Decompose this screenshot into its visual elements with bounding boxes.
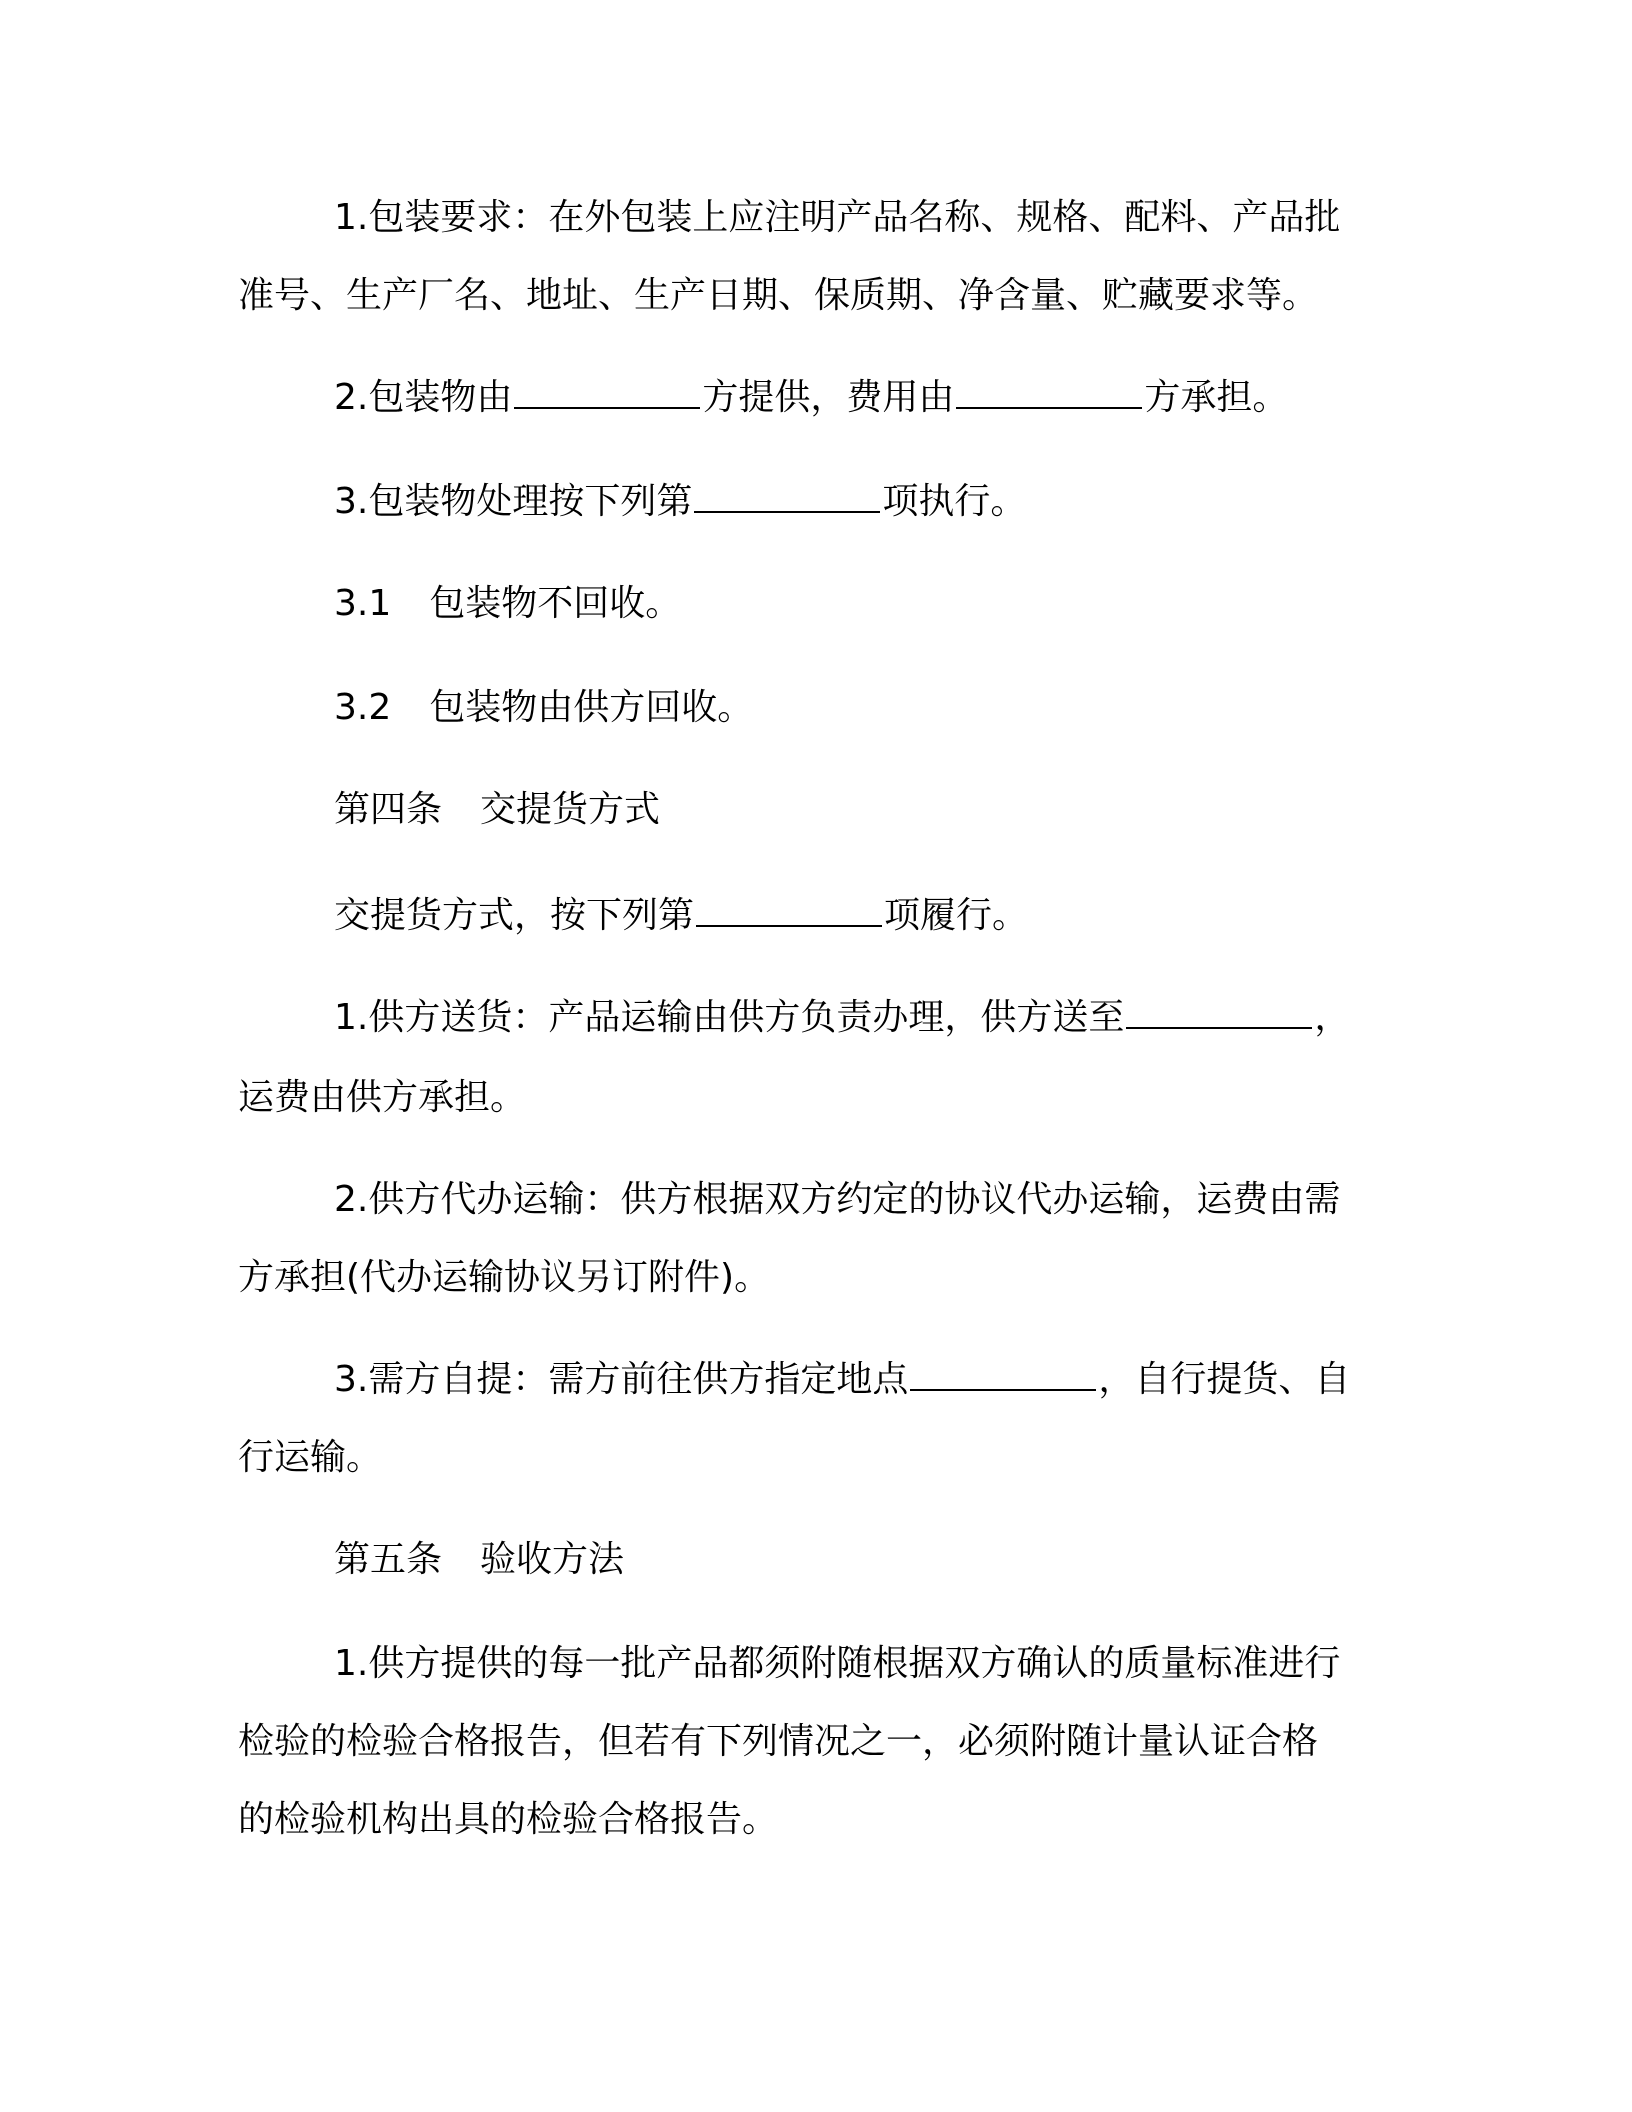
packaging-handling-blank <box>694 481 880 513</box>
option-3-1-number: 3.1 <box>334 583 392 624</box>
article-5-heading <box>334 1536 624 1584</box>
paragraph-packaging-handling <box>334 478 1026 526</box>
self-pickup-location-blank <box>910 1359 1096 1391</box>
paragraph-agent-transport-line2: 方承担(代办运输协议另订附件)。 <box>238 1257 771 1298</box>
self-pickup-text-a: 3.需方自提：需方前往供方指定地点 <box>334 1359 909 1400</box>
paragraph-inspection-line2: 检验的检验合格报告，但若有下列情况之一，必须附随计量认证合格 <box>238 1721 1319 1762</box>
article-4-heading <box>334 786 660 834</box>
paragraph-inspection-line3: 的检验机构出具的检验合格报告。 <box>238 1799 779 1840</box>
delivery-method-blank <box>696 895 882 927</box>
supplier-delivery-text-b: ， <box>1314 997 1351 1038</box>
option-3-1-text: 包装物不回收。 <box>429 583 682 624</box>
paragraph-packaging-provider <box>334 374 1288 422</box>
paragraph-option-3-1 <box>334 580 681 628</box>
packaging-provider-text-b: 方提供，费用由 <box>702 377 955 418</box>
paragraph-option-3-2 <box>334 684 753 732</box>
paragraph-packaging-requirements-line2: 准号、生产厂名、地址、生产日期、保质期、净含量、贮藏要求等。 <box>238 275 1319 316</box>
paragraph-self-pickup-line1 <box>334 1356 1350 1404</box>
option-3-2-text: 包装物由供方回收。 <box>429 687 754 728</box>
paragraph-supplier-delivery-line1 <box>334 994 1350 1042</box>
paragraph-agent-transport-line1: 2.供方代办运输：供方根据双方约定的协议代办运输，运费由需 <box>334 1179 1341 1220</box>
paragraph-self-pickup-line2: 行运输。 <box>238 1437 383 1478</box>
delivery-method-text-b: 项履行。 <box>884 895 1029 936</box>
article-5-number: 第五条 <box>334 1539 443 1580</box>
article-5-title: 验收方法 <box>480 1539 625 1580</box>
article-4-title: 交提货方式 <box>480 789 661 830</box>
paragraph-inspection-line1: 1.供方提供的每一批产品都须附随根据双方确认的质量标准进行 <box>334 1643 1341 1684</box>
supplier-delivery-text-a: 1.供方送货：产品运输由供方负责办理，供方送至 <box>334 997 1125 1038</box>
paragraph-delivery-method <box>334 892 1028 940</box>
paragraph-supplier-delivery-line2: 运费由供方承担。 <box>238 1077 527 1118</box>
option-3-2-number: 3.2 <box>334 687 392 728</box>
packaging-cost-blank <box>956 377 1142 409</box>
supplier-delivery-destination-blank <box>1126 997 1312 1029</box>
paragraph-packaging-requirements-line1: 1.包装要求：在外包装上应注明产品名称、规格、配料、产品批 <box>334 197 1341 238</box>
packaging-handling-text-b: 项执行。 <box>882 481 1027 522</box>
packaging-handling-text-a: 3.包装物处理按下列第 <box>334 481 693 522</box>
packaging-provider-text-a: 2.包装物由 <box>334 377 513 418</box>
packaging-provider-text-c: 方承担。 <box>1144 377 1289 418</box>
article-4-number: 第四条 <box>334 789 443 830</box>
delivery-method-text-a: 交提货方式，按下列第 <box>334 895 695 936</box>
self-pickup-text-b: ，自行提货、自 <box>1098 1359 1351 1400</box>
packaging-provider-blank <box>514 377 700 409</box>
